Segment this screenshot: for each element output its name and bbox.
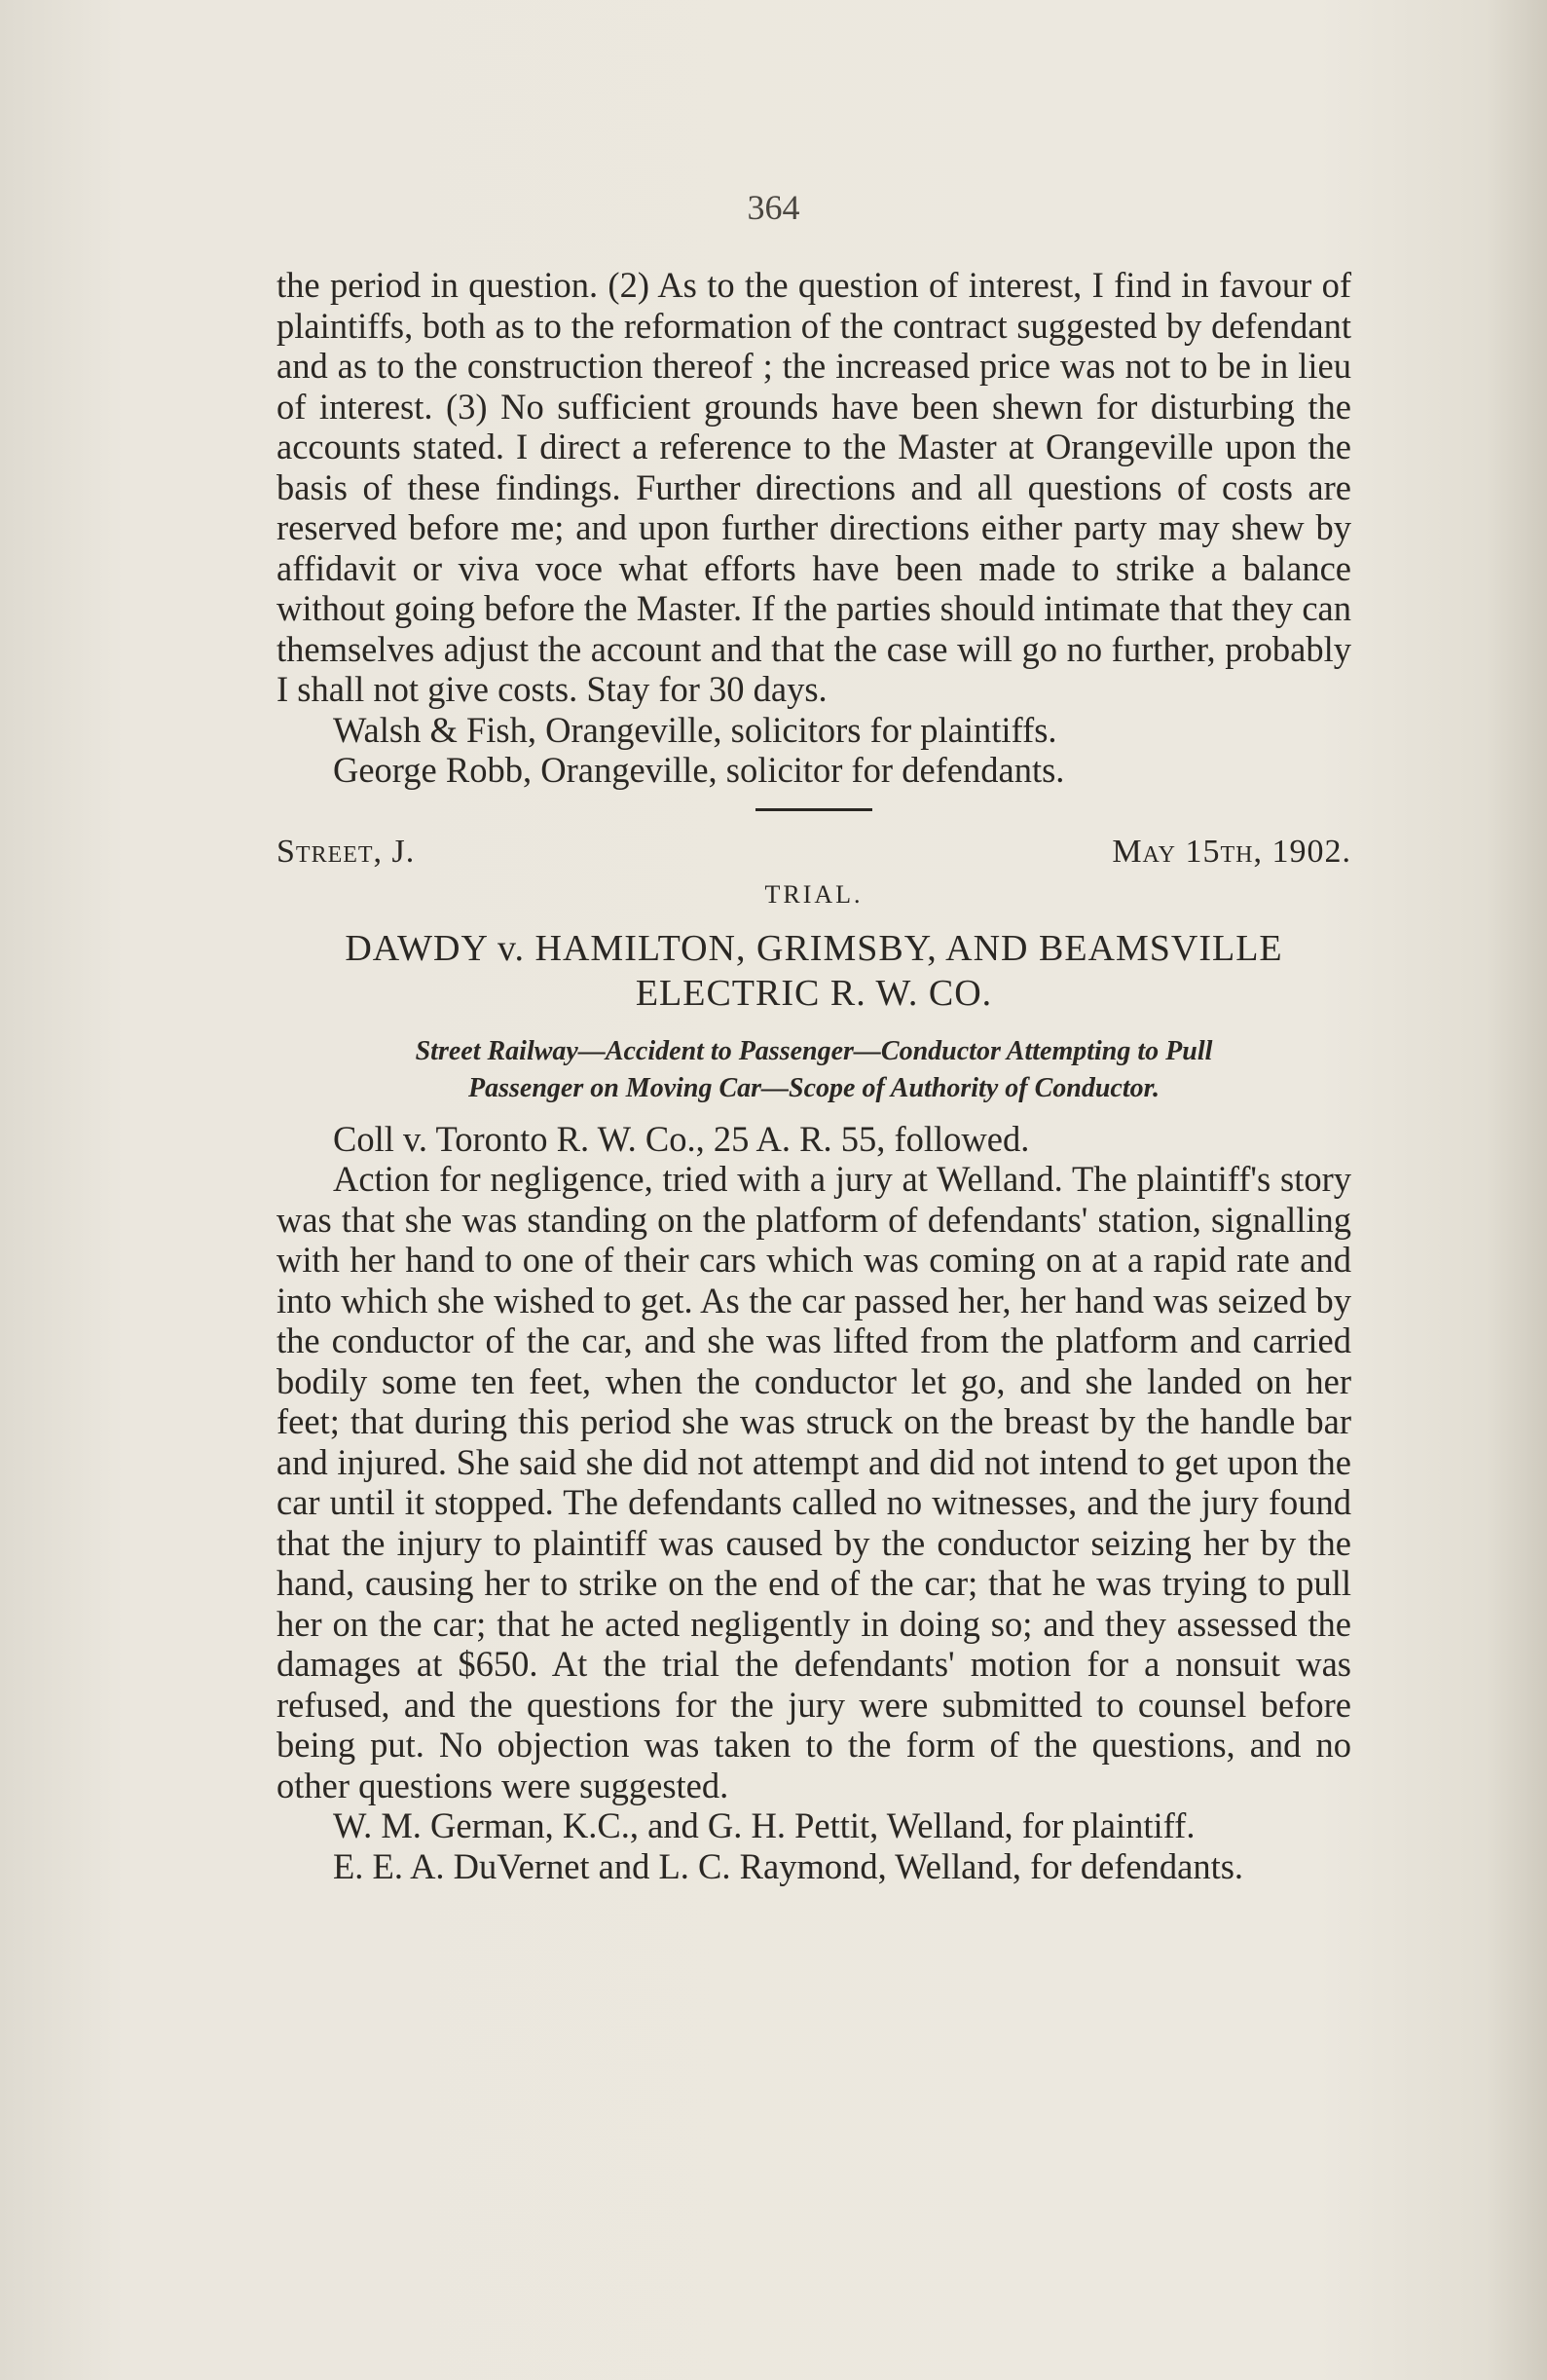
counsel-defendants-new: E. E. A. DuVernet and L. C. Raymond, Welland, for defendants. (333, 1845, 1244, 1886)
page-number: 364 (747, 188, 800, 227)
headnote-line-1: Street Railway—Accident to Passenger—Conductor Attempting to Pull (415, 1035, 1213, 1066)
continuation-paragraph: the period in question. (2) As to the question of interest, I find in favour of plaintiffs, both as to the reformation of the contract suggested by defendant and as to the construction thereof ; the increased price was not to be in lieu of interest. (3) No sufficient grounds have been shewn for disturbing the accounts stated. I direct a reference to the Master at Orangeville upon the basis of these findings. Further directions and all questions of costs are reserved before me; and upon further directions either party may shew by affidavit or viva voce what efforts have been made to strike a balance without going before the Master. If the parties should intimate that they can themselves adjust the account and that the case will go no further, probably I shall not give costs. Stay for 30 days. (276, 265, 1351, 709)
headnote-line-2: Passenger on Moving Car—Scope of Authority of Conductor. (468, 1072, 1160, 1103)
headnote (276, 1033, 1351, 1107)
judge-date-line (276, 833, 1351, 872)
text-column (276, 265, 1351, 1886)
case-body: Action for negligence, tried with a jury at Welland. The plaintiff's story was that she was standing on the platform of defendants' station, signalling with her hand to one of their cars which was coming on at a rapid rate and into which she wished to get. As the car passed her, her hand was seized by the conductor of the car, and she was lifted from the platform and carried bodily some ten feet, when the conductor let go, and she landed on her feet; that during this period she was struck on the breast by the handle bar and injured. She said she did not attempt and did not intend to get upon the car until it stopped. The defendants called no witnesses, and the jury found that the injury to plaintiff was caused by the conductor seizing her by the hand, causing her to strike on the end of the car; that he was trying to pull her on the car; that he acted negligently in doing so; and they assessed the damages at $650. At the trial the defendants' motion for a nonsuit was refused, and the questions for the jury were submitted to counsel before being put. No objection was taken to the form of the questions, and no other questions were suggested. (276, 1159, 1351, 1805)
counsel-defendants: George Robb, Orangeville, solicitor for defendants. (333, 750, 1065, 790)
section-divider (755, 808, 872, 811)
counsel-plaintiff: W. M. German, K.C., and G. H. Pettit, Welland, for plaintiff. (333, 1805, 1196, 1845)
case-title-line-1: DAWDY v. HAMILTON, GRIMSBY, AND BEAMSVILLE (345, 927, 1283, 969)
counsel-plaintiffs: Walsh & Fish, Orangeville, solicitors for plaintiffs. (333, 709, 1057, 750)
judge-name: Street, J. (276, 833, 416, 870)
case-title (276, 926, 1351, 1016)
proceeding-label: TRIAL. (764, 879, 864, 909)
case-title-line-2: ELECTRIC R. W. CO. (635, 972, 993, 1014)
followed-case: Coll v. Toronto R. W. Co., 25 A. R. 55, followed. (333, 1118, 1030, 1159)
decision-date: May 15th, 1902. (1112, 833, 1351, 870)
